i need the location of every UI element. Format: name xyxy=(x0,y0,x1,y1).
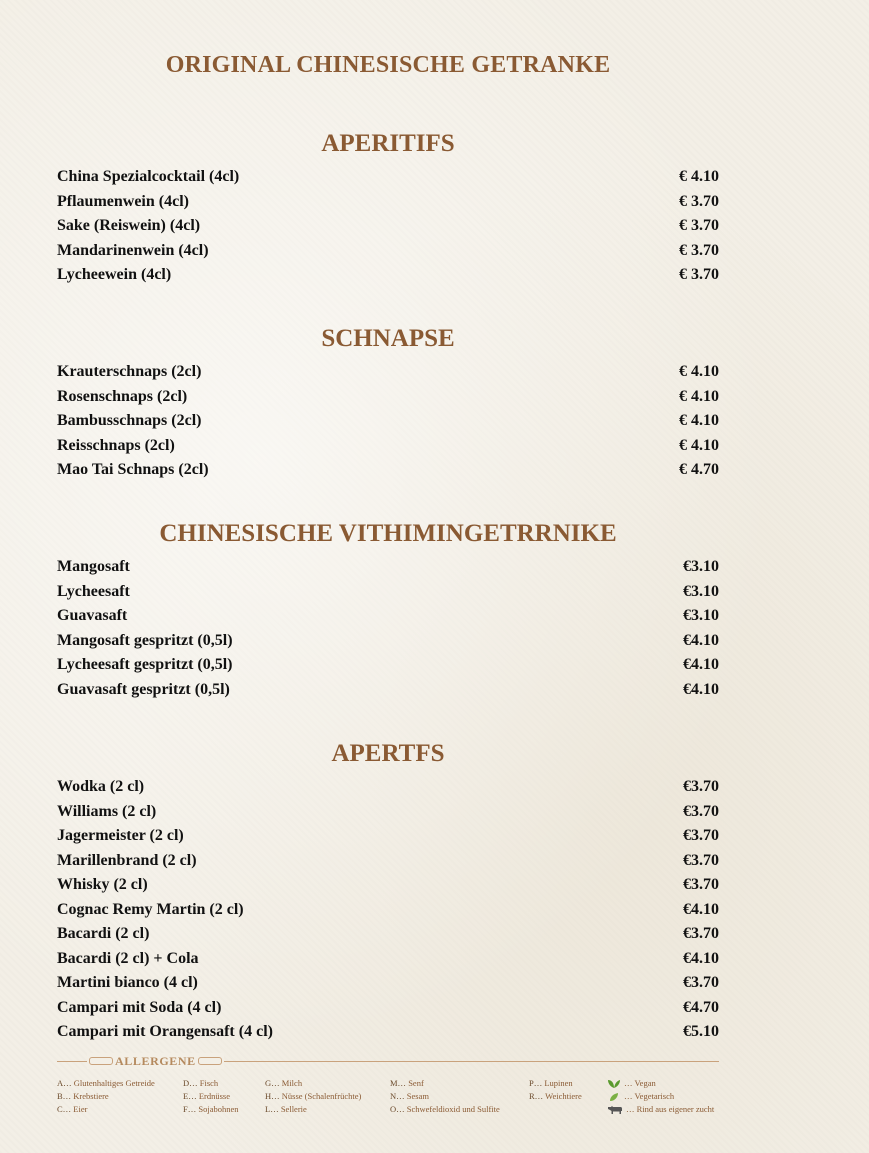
menu-item xyxy=(57,580,719,605)
item-name: Bacardi (2 cl) + Cola xyxy=(57,949,199,967)
item-price: € 4.70 xyxy=(679,461,719,479)
item-name: Mandarinenwein (4cl) xyxy=(57,241,209,259)
item-price: €3.70 xyxy=(683,827,719,845)
item-name: Bambusschnaps (2cl) xyxy=(57,412,202,430)
menu-item xyxy=(57,971,719,996)
item-name: Mangosaft gespritzt (0,5l) xyxy=(57,631,233,649)
menu-item xyxy=(57,1020,719,1045)
item-name: Pflaumenwein (4cl) xyxy=(57,192,189,210)
item-name: Marillenbrand (2 cl) xyxy=(57,851,197,869)
allergen-text: Milch xyxy=(281,1078,303,1088)
item-price: €4.10 xyxy=(683,949,719,967)
item-name: Williams (2 cl) xyxy=(57,802,157,820)
allergen-text: Weichtiere xyxy=(545,1091,582,1101)
item-name: Mao Tai Schnaps (2cl) xyxy=(57,461,209,479)
item-price: € 4.10 xyxy=(679,363,719,381)
allergen-header xyxy=(57,1053,719,1069)
menu-item xyxy=(57,263,719,288)
item-price: € 3.70 xyxy=(679,192,719,210)
page-title: ORIGINAL CHINESISCHE GETRANKE xyxy=(165,52,611,78)
item-price: €3.70 xyxy=(683,851,719,869)
item-price: €3.10 xyxy=(683,607,719,625)
item-price: €4.70 xyxy=(683,998,719,1016)
item-name: Campari mit Soda (4 cl) xyxy=(57,998,222,1016)
item-price: €3.10 xyxy=(683,582,719,600)
allergen-code: P… xyxy=(529,1078,543,1088)
menu-item xyxy=(57,434,719,459)
menu-item xyxy=(57,947,719,972)
allergen-code: H… xyxy=(265,1091,280,1101)
allergen-code: L… xyxy=(265,1104,279,1114)
allergen-text: … Vegetarisch xyxy=(624,1091,675,1101)
allergen-text: Schwefeldioxid und Sulfite xyxy=(406,1104,500,1114)
allergen-column xyxy=(607,1077,714,1116)
allergen-text: Sojabohnen xyxy=(198,1104,239,1114)
allergen-code: C… xyxy=(57,1104,72,1114)
menu-item xyxy=(57,849,719,874)
item-price: €4.10 xyxy=(683,656,719,674)
menu-item xyxy=(57,922,719,947)
item-name: Martini bianco (4 cl) xyxy=(57,974,198,992)
allergen-column xyxy=(265,1077,361,1116)
section-heading: APERITIFS xyxy=(321,130,455,157)
allergen-text: Krebstiere xyxy=(73,1091,109,1101)
section-aperitifs xyxy=(57,129,719,288)
allergen-column xyxy=(529,1077,582,1103)
item-name: Jagermeister (2 cl) xyxy=(57,827,184,845)
menu-item xyxy=(57,629,719,654)
item-price: € 4.10 xyxy=(679,168,719,186)
allergen-entry xyxy=(390,1077,500,1090)
allergen-code: F… xyxy=(183,1104,197,1114)
item-name: Rosenschnaps (2cl) xyxy=(57,387,188,405)
allergen-entry xyxy=(183,1077,239,1090)
item-name: Sake (Reiswein) (4cl) xyxy=(57,217,201,235)
allergen-code: N… xyxy=(390,1091,405,1101)
item-price: € 3.70 xyxy=(679,241,719,259)
item-name: Whisky (2 cl) xyxy=(57,876,148,894)
allergen-entry xyxy=(57,1103,155,1116)
menu-item xyxy=(57,678,719,703)
allergen-text: Senf xyxy=(408,1078,424,1088)
allergen-column xyxy=(183,1077,239,1116)
item-price: €3.70 xyxy=(683,778,719,796)
section-heading: CHINESISCHE VITHIMINGETRRNIKE xyxy=(159,520,617,547)
allergen-entry xyxy=(529,1090,582,1103)
allergen-code: R… xyxy=(529,1091,544,1101)
menu-item xyxy=(57,239,719,264)
allergen-entry xyxy=(183,1090,239,1103)
allergen-code: O… xyxy=(390,1104,405,1114)
item-price: €5.10 xyxy=(683,1023,719,1041)
item-price: € 4.10 xyxy=(679,387,719,405)
allergen-text: Eier xyxy=(73,1104,88,1114)
item-name: Bacardi (2 cl) xyxy=(57,925,150,943)
allergen-text: Fisch xyxy=(199,1078,219,1088)
item-price: €4.10 xyxy=(683,631,719,649)
allergen-code: G… xyxy=(265,1078,280,1088)
item-name: Wodka (2 cl) xyxy=(57,778,145,796)
menu-item xyxy=(57,458,719,483)
item-price: € 3.70 xyxy=(679,217,719,235)
vegan-leaf-icon xyxy=(607,1079,621,1089)
allergen-entry xyxy=(390,1090,500,1103)
section-apertfs xyxy=(57,739,719,1045)
item-name: Campari mit Orangensaft (4 cl) xyxy=(57,1023,273,1041)
menu-item xyxy=(57,873,719,898)
menu-item xyxy=(57,824,719,849)
allergen-text: … Vegan xyxy=(624,1078,656,1088)
menu-item xyxy=(57,190,719,215)
item-price: €4.10 xyxy=(683,680,719,698)
allergen-text: Sesam xyxy=(406,1091,429,1101)
menu-item xyxy=(57,409,719,434)
allergen-entry xyxy=(607,1103,714,1116)
vegetarian-leaf-icon xyxy=(607,1092,621,1102)
menu-item xyxy=(57,800,719,825)
menu-item xyxy=(57,775,719,800)
menu-item xyxy=(57,165,719,190)
item-name: Mangosaft xyxy=(57,558,130,576)
menu-item xyxy=(57,385,719,410)
allergen-text: Nüsse (Schalenfrüchte) xyxy=(281,1091,362,1101)
section-heading: SCHNAPSE xyxy=(321,325,455,352)
item-price: €4.10 xyxy=(683,900,719,918)
allergen-entry xyxy=(183,1103,239,1116)
item-name: Lycheesaft gespritzt (0,5l) xyxy=(57,656,233,674)
item-price: €3.70 xyxy=(683,925,719,943)
item-name: Cognac Remy Martin (2 cl) xyxy=(57,900,244,918)
allergen-entry xyxy=(390,1103,500,1116)
item-price: € 3.70 xyxy=(679,266,719,284)
allergen-legend xyxy=(0,1077,869,1137)
allergen-entry xyxy=(57,1077,155,1090)
allergen-text: Lupinen xyxy=(544,1078,573,1088)
section-vitamin-drinks xyxy=(57,519,719,702)
menu-item xyxy=(57,898,719,923)
item-price: €3.70 xyxy=(683,876,719,894)
allergen-code: M… xyxy=(390,1078,407,1088)
item-price: €3.70 xyxy=(683,974,719,992)
allergen-text: Erdnüsse xyxy=(198,1091,230,1101)
section-schnapse xyxy=(57,324,719,483)
section-heading: APERTFS xyxy=(331,740,445,767)
menu-item xyxy=(57,653,719,678)
menu-item xyxy=(57,604,719,629)
allergen-text: Glutenhaltiges Getreide xyxy=(73,1078,155,1088)
allergen-text: Sellerie xyxy=(280,1104,307,1114)
menu-item xyxy=(57,214,719,239)
menu-item xyxy=(57,360,719,385)
item-name: Reisschnaps (2cl) xyxy=(57,436,175,454)
allergen-column xyxy=(390,1077,500,1116)
item-price: € 4.10 xyxy=(679,436,719,454)
item-price: €3.70 xyxy=(683,802,719,820)
allergen-code: B… xyxy=(57,1091,72,1101)
allergen-label: ALLERGENE xyxy=(87,1053,224,1069)
item-price: €3.10 xyxy=(683,558,719,576)
allergen-code: D… xyxy=(183,1078,198,1088)
allergen-entry xyxy=(607,1090,714,1103)
item-name: Lycheewein (4cl) xyxy=(57,266,172,284)
allergen-code: E… xyxy=(183,1091,197,1101)
allergen-entry xyxy=(57,1090,155,1103)
item-name: Guavasaft xyxy=(57,607,128,625)
allergen-entry xyxy=(265,1090,361,1103)
allergen-entry xyxy=(607,1077,714,1090)
item-price: € 4.10 xyxy=(679,412,719,430)
allergen-code: A… xyxy=(57,1078,72,1088)
item-name: Lycheesaft xyxy=(57,582,130,600)
menu-item xyxy=(57,996,719,1021)
allergen-entry xyxy=(265,1103,361,1116)
item-name: Krauterschnaps (2cl) xyxy=(57,363,202,381)
item-name: China Spezialcocktail (4cl) xyxy=(57,168,240,186)
cow-icon xyxy=(607,1105,623,1115)
menu-item xyxy=(57,555,719,580)
allergen-text: … Rind aus eigener zucht xyxy=(626,1104,715,1114)
allergen-entry xyxy=(529,1077,582,1090)
item-name: Guavasaft gespritzt (0,5l) xyxy=(57,680,230,698)
allergen-column xyxy=(57,1077,155,1116)
allergen-entry xyxy=(265,1077,361,1090)
